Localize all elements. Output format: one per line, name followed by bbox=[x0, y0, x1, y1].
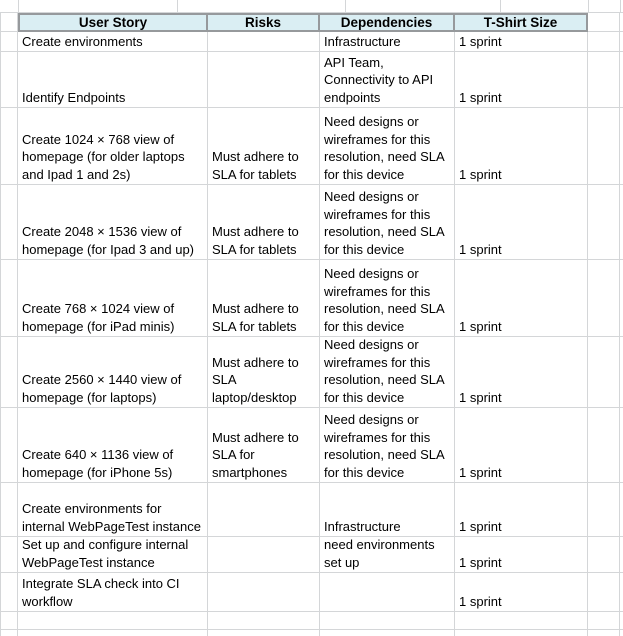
cell-text: Create 768 × 1024 view of homepage (for iPad minis) bbox=[22, 301, 175, 334]
cell-risks[interactable] bbox=[208, 573, 320, 612]
table-row bbox=[0, 483, 623, 537]
cell-dependencies[interactable] bbox=[320, 185, 455, 260]
empty-cell[interactable] bbox=[588, 630, 620, 636]
cell-text: Need designs or wireframes for this resolution, need SLA for this device bbox=[324, 189, 444, 257]
cell-user-story[interactable] bbox=[18, 630, 208, 636]
cell-text: Infrastructure bbox=[324, 33, 401, 49]
cell-text: 1 sprint bbox=[459, 389, 502, 405]
cell-risks[interactable] bbox=[208, 337, 320, 408]
cell-dependencies[interactable] bbox=[320, 52, 455, 108]
table-row bbox=[0, 52, 623, 108]
cell-risks[interactable] bbox=[208, 260, 320, 337]
cell-text: need environments set up bbox=[324, 537, 435, 570]
cell-user-story[interactable] bbox=[18, 108, 208, 185]
cell-risks[interactable] bbox=[208, 185, 320, 260]
table-row bbox=[0, 537, 623, 573]
cell-text: Integrate SLA check into CI workflow bbox=[22, 576, 180, 609]
cell-text: Need designs or wireframes for this resolution, need SLA for this device bbox=[324, 337, 444, 405]
cell-user-story[interactable] bbox=[18, 573, 208, 612]
column-header-user-story[interactable] bbox=[18, 13, 208, 32]
cell-text: 1 sprint bbox=[459, 241, 502, 257]
cell-text: Must adhere to SLA for smartphones bbox=[212, 429, 299, 480]
gridline bbox=[588, 0, 589, 12]
cell-tshirt-size[interactable] bbox=[455, 337, 588, 408]
row-header-cell[interactable] bbox=[0, 612, 18, 630]
empty-cell[interactable] bbox=[588, 612, 620, 630]
table-body bbox=[0, 32, 623, 636]
cell-dependencies[interactable] bbox=[320, 260, 455, 337]
column-header-dependencies[interactable] bbox=[320, 13, 455, 32]
cell-dependencies[interactable] bbox=[320, 537, 455, 573]
cell-text: API Team, Connectivity to API endpoints bbox=[324, 54, 434, 105]
empty-cell[interactable] bbox=[588, 52, 620, 108]
column-header-tshirt-size[interactable] bbox=[455, 13, 588, 32]
row-header-cell[interactable] bbox=[0, 537, 18, 573]
cell-text: 1 sprint bbox=[459, 89, 502, 105]
column-header-label: Dependencies bbox=[340, 15, 433, 30]
cell-risks[interactable] bbox=[208, 537, 320, 573]
cell-user-story[interactable] bbox=[18, 32, 208, 52]
cell-dependencies[interactable] bbox=[320, 612, 455, 630]
cell-text: 1 sprint bbox=[459, 318, 502, 334]
cell-tshirt-size[interactable] bbox=[455, 630, 588, 636]
table-row bbox=[0, 185, 623, 260]
row-header-cell[interactable] bbox=[0, 573, 18, 612]
cell-text: Set up and configure internal WebPageTest instance bbox=[22, 537, 189, 570]
cell-text: 1 sprint bbox=[459, 593, 502, 609]
cell-user-story[interactable] bbox=[18, 537, 208, 573]
empty-cell[interactable] bbox=[588, 408, 620, 483]
cell-risks[interactable] bbox=[208, 32, 320, 52]
cell-user-story[interactable] bbox=[18, 260, 208, 337]
partial-row-top bbox=[0, 0, 623, 13]
cell-text: Infrastructure bbox=[324, 518, 401, 534]
cell-dependencies[interactable] bbox=[320, 32, 455, 52]
empty-cell[interactable] bbox=[588, 337, 620, 408]
cell-text: Must adhere to SLA for tablets bbox=[212, 224, 299, 257]
cell-dependencies[interactable] bbox=[320, 108, 455, 185]
empty-cell[interactable] bbox=[588, 537, 620, 573]
cell-user-story[interactable] bbox=[18, 185, 208, 260]
cell-dependencies[interactable] bbox=[320, 573, 455, 612]
row-header-cell[interactable] bbox=[0, 630, 18, 636]
table-row bbox=[0, 32, 623, 52]
row-header-cell[interactable] bbox=[0, 337, 18, 408]
cell-risks[interactable] bbox=[208, 408, 320, 483]
cell-text: Need designs or wireframes for this resolution, need SLA for this device bbox=[324, 114, 444, 182]
cell-dependencies[interactable] bbox=[320, 483, 455, 537]
cell-text: 1 sprint bbox=[459, 518, 502, 534]
row-header-cell[interactable] bbox=[0, 483, 18, 537]
table-row bbox=[0, 337, 623, 408]
cell-text: Must adhere to SLA for tablets bbox=[212, 301, 299, 334]
cell-risks[interactable] bbox=[208, 483, 320, 537]
empty-cell[interactable] bbox=[588, 13, 620, 32]
cell-user-story[interactable] bbox=[18, 52, 208, 108]
gridline bbox=[500, 0, 501, 12]
table-row bbox=[0, 408, 623, 483]
cell-text: Create 2560 × 1440 view of homepage (for laptops) bbox=[22, 372, 182, 405]
cell-text: Must adhere to SLA laptop/desktop bbox=[212, 354, 299, 405]
cell-risks[interactable] bbox=[208, 108, 320, 185]
cell-dependencies[interactable] bbox=[320, 408, 455, 483]
cell-tshirt-size[interactable] bbox=[455, 185, 588, 260]
header-row bbox=[0, 13, 623, 32]
cell-tshirt-size[interactable] bbox=[455, 52, 588, 108]
empty-cell[interactable] bbox=[588, 108, 620, 185]
column-header-risks[interactable] bbox=[208, 13, 320, 32]
row-header-cell[interactable] bbox=[0, 32, 18, 52]
cell-text: Create environments for internal WebPageTest instance bbox=[22, 501, 201, 534]
cell-tshirt-size[interactable] bbox=[455, 612, 588, 630]
cell-text: Must adhere to SLA for tablets bbox=[212, 149, 299, 182]
row-header-cell[interactable] bbox=[0, 52, 18, 108]
column-header-label: T-Shirt Size bbox=[483, 15, 558, 30]
cell-text: Create 640 × 1136 view of homepage (for iPhone 5s) bbox=[22, 447, 174, 480]
gridline bbox=[18, 0, 19, 12]
cell-tshirt-size[interactable] bbox=[455, 408, 588, 483]
row-header-cell[interactable] bbox=[0, 408, 18, 483]
table-row bbox=[0, 260, 623, 337]
table-row bbox=[0, 573, 623, 612]
cell-user-story[interactable] bbox=[18, 483, 208, 537]
empty-cell[interactable] bbox=[588, 573, 620, 612]
cell-text: Need designs or wireframes for this resolution, need SLA for this device bbox=[324, 266, 444, 334]
cell-user-story[interactable] bbox=[18, 337, 208, 408]
cell-dependencies[interactable] bbox=[320, 337, 455, 408]
cell-risks[interactable] bbox=[208, 612, 320, 630]
cell-text: Identify Endpoints bbox=[22, 89, 126, 105]
cell-text: 1 sprint bbox=[459, 464, 502, 480]
cell-text: Create environments bbox=[22, 33, 143, 49]
row-header-cell[interactable] bbox=[0, 108, 18, 185]
cell-text: Need designs or wireframes for this resolution, need SLA for this device bbox=[324, 412, 444, 480]
cell-tshirt-size[interactable] bbox=[455, 32, 588, 52]
empty-cell[interactable] bbox=[588, 483, 620, 537]
table-row bbox=[0, 108, 623, 185]
gridline bbox=[620, 0, 621, 12]
empty-cell[interactable] bbox=[588, 185, 620, 260]
cell-risks[interactable] bbox=[208, 52, 320, 108]
cell-text: 1 sprint bbox=[459, 166, 502, 182]
cell-tshirt-size[interactable] bbox=[455, 537, 588, 573]
empty-row bbox=[0, 630, 623, 636]
cell-text: 1 sprint bbox=[459, 33, 502, 49]
cell-dependencies[interactable] bbox=[320, 630, 455, 636]
cell-tshirt-size[interactable] bbox=[455, 573, 588, 612]
row-header-cell[interactable] bbox=[0, 185, 18, 260]
empty-cell[interactable] bbox=[588, 32, 620, 52]
gridline bbox=[177, 0, 178, 12]
gridline bbox=[345, 0, 346, 12]
cell-text: Create 2048 × 1536 view of homepage (for Ipad 3 and up) bbox=[22, 224, 195, 257]
cell-risks[interactable] bbox=[208, 630, 320, 636]
row-header-cell[interactable] bbox=[0, 260, 18, 337]
empty-cell[interactable] bbox=[588, 260, 620, 337]
column-header-label: Risks bbox=[244, 15, 282, 30]
cell-tshirt-size[interactable] bbox=[455, 108, 588, 185]
cell-text: 1 sprint bbox=[459, 554, 502, 570]
cell-tshirt-size[interactable] bbox=[455, 483, 588, 537]
cell-text: Create 1024 × 768 view of homepage (for older laptops and Ipad 1 and 2s) bbox=[22, 131, 185, 182]
column-header-label: User Story bbox=[78, 15, 148, 30]
row-header-cell[interactable] bbox=[0, 13, 18, 32]
cell-tshirt-size[interactable] bbox=[455, 260, 588, 337]
cell-user-story[interactable] bbox=[18, 408, 208, 483]
empty-row bbox=[0, 612, 623, 630]
cell-user-story[interactable] bbox=[18, 612, 208, 630]
